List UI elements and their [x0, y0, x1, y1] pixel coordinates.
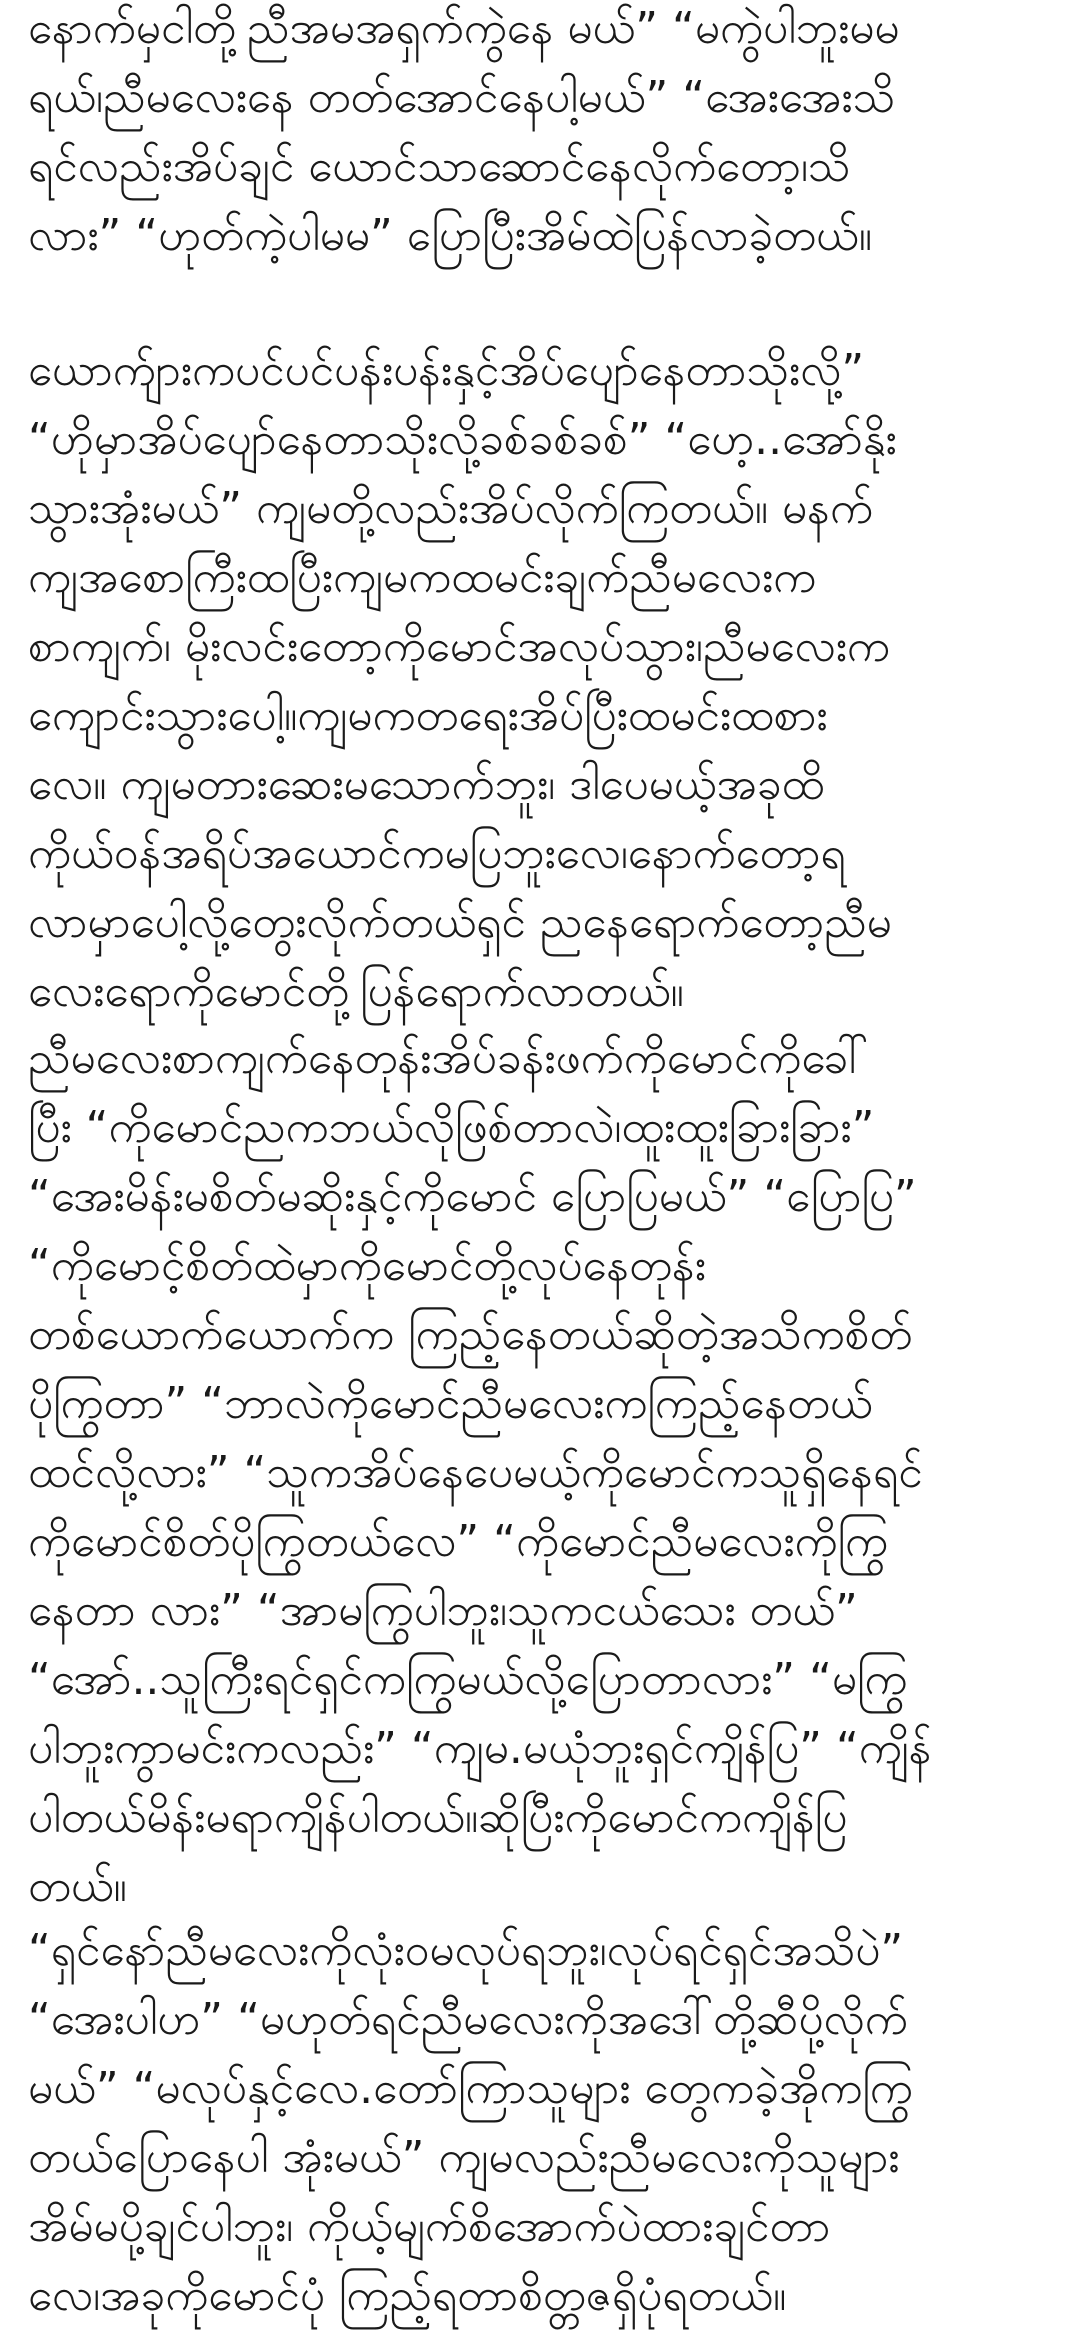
text-line: ကိုယ်ဝန်အရိပ်အယောင်ကမပြဘူးလေ၊နောက်တော့ရ: [28, 828, 846, 879]
text-line: သွားအုံးမယ်” ကျမတို့လည်းအိပ်လိုက်ကြတယ်။ မနက်: [28, 483, 874, 534]
text-line: ကျောင်းသွားပေါ့။ကျမကတရေးအိပ်ပြီးထမင်းထစား: [28, 690, 828, 741]
text-line: “ကိုမောင့်စိတ်ထဲမှာကိုမောင်တို့လုပ်နေတုန်း: [28, 1240, 706, 1291]
text-line: ရင်လည်းအိပ်ချင် ယောင်သာဆောင်နေလိုက်တော့၊သိ: [28, 141, 851, 192]
text-line: ထင်လို့လား” “သူကအိပ်နေပေမယ့်ကိုမောင်ကသူရှိနေရင်: [28, 1447, 923, 1498]
text-line: နေတာ လား” “အာမကြွပါဘူး၊သူကငယ်သေး တယ်”: [28, 1585, 858, 1636]
text-line: ပိုကြွတာ” “ဘာလဲကိုမောင်ညီမလေးကကြည့်နေတယ်: [28, 1378, 873, 1429]
paragraph-3: [28, 1024, 932, 1921]
text-line: နောက်မှငါတို့ညီအမအရှက်ကွဲနေ မယ်” “မကွဲပါဘူးမမ: [28, 3, 900, 54]
text-line: စာကျက်၊ မိုးလင်းတော့ကိုမောင်အလုပ်သွား၊ညီမလေးက: [28, 621, 890, 672]
text-line: “အေးမိန်းမစိတ်မဆိုးနှင့်ကိုမောင် ပြောပြမယ်” “ပြောပြ”: [28, 1171, 917, 1222]
text-line: “အေးပါဟ” “မဟုတ်ရင်ညီမလေးကိုအဒေါ်တို့ဆီပို့လိုက်: [28, 1994, 908, 2045]
text-line: အိမ်မပို့ချင်ပါဘူး၊ ကိုယ့်မျက်စိအောက်ပဲထားချင်တာ: [28, 2201, 831, 2252]
paragraph-4: [28, 1916, 913, 2330]
text-line: လေ၊အခုကိုမောင်ပုံ ကြည့်ရတာစိတ္တဇရှိပုံရတယ်။: [28, 2270, 787, 2321]
text-line: ပြီး “ကိုမောင်ညကဘယ်လိုဖြစ်တာလဲ၊ထူးထူးခြားခြား”: [28, 1102, 875, 1153]
text-line: ကျအစောကြီးထပြီးကျမကထမင်းချက်ညီမလေးက: [28, 552, 817, 603]
text-line: ကိုမောင်စိတ်ပိုကြွတယ်လေ” “ကိုမောင်ညီမလေးကိုကြွ: [28, 1516, 889, 1567]
text-line: မယ်” “မလုပ်နှင့်လေ.တော်ကြာသူများ တွေကခဲ့အိုကကြွ: [28, 2063, 913, 2114]
text-line: “အော်..သူကြီးရင်ရှင်ကကြွမယ်လို့ပြောတာလား” “မကြွ: [28, 1654, 908, 1705]
text-line: တယ်ပြောနေပါ အုံးမယ်” ကျမလည်းညီမလေးကိုသူများ: [28, 2132, 900, 2183]
text-line: ရယ်၊ညီမလေးနေ တတ်အောင်နေပါ့မယ်” “အေးအေးသိ: [28, 72, 896, 123]
paragraph-1: [28, 0, 900, 270]
text-line: လား” “ဟုတ်ကဲ့ပါမမ” ပြောပြီးအိမ်ထဲပြန်လာခဲ့တယ်။: [28, 210, 873, 261]
text-line: လေ။ ကျမတားဆေးမသောက်ဘူး၊ ဒါပေမယ့်အခုထိ: [28, 759, 825, 810]
text-line: တစ်ယောက်ယောက်က ကြည့်နေတယ်ဆိုတဲ့အသိကစိတ်: [28, 1309, 913, 1360]
text-line: လာမှာပေါ့လို့တွေးလိုက်တယ်ရှင် ညနေရောက်တော့ညီမ: [28, 897, 892, 948]
text-line: ပါတယ်မိန်းမရာကျိန်ပါတယ်။ဆိုပြီးကိုမောင်ကကျိန်ပြ: [28, 1792, 848, 1843]
text-line: ညီမလေးစာကျက်နေတုန်းအိပ်ခန်းဖက်ကိုမောင်ကိုခေါ်: [28, 1033, 869, 1084]
text-line: လေးရောကိုမောင်တို့ပြန်ရောက်လာတယ်။: [28, 966, 684, 1017]
text-line: ပါဘူးကွာမင်းကလည်း” “ကျမ.မယုံဘူးရှင်ကျိန်ပြ” “ကျိန်: [28, 1723, 932, 1774]
paragraph-2: [28, 336, 897, 1026]
text-line: ယောက်ျားကပင်ပင်ပန်းပန်းနှင့်အိပ်ပျော်နေတာသိုးလို့”: [28, 345, 865, 396]
text-line: “ဟိုမှာအိပ်ပျော်နေတာသိုးလို့ခစ်ခစ်ခစ်” “ဟေ့..အော်နိုး: [28, 414, 897, 465]
text-line: “ရှင်နော်ညီမလေးကိုလုံးဝမလုပ်ရဘူး၊လုပ်ရင်ရှင်အသိပဲ”: [28, 1925, 904, 1976]
text-line: တယ်။: [28, 1861, 127, 1912]
